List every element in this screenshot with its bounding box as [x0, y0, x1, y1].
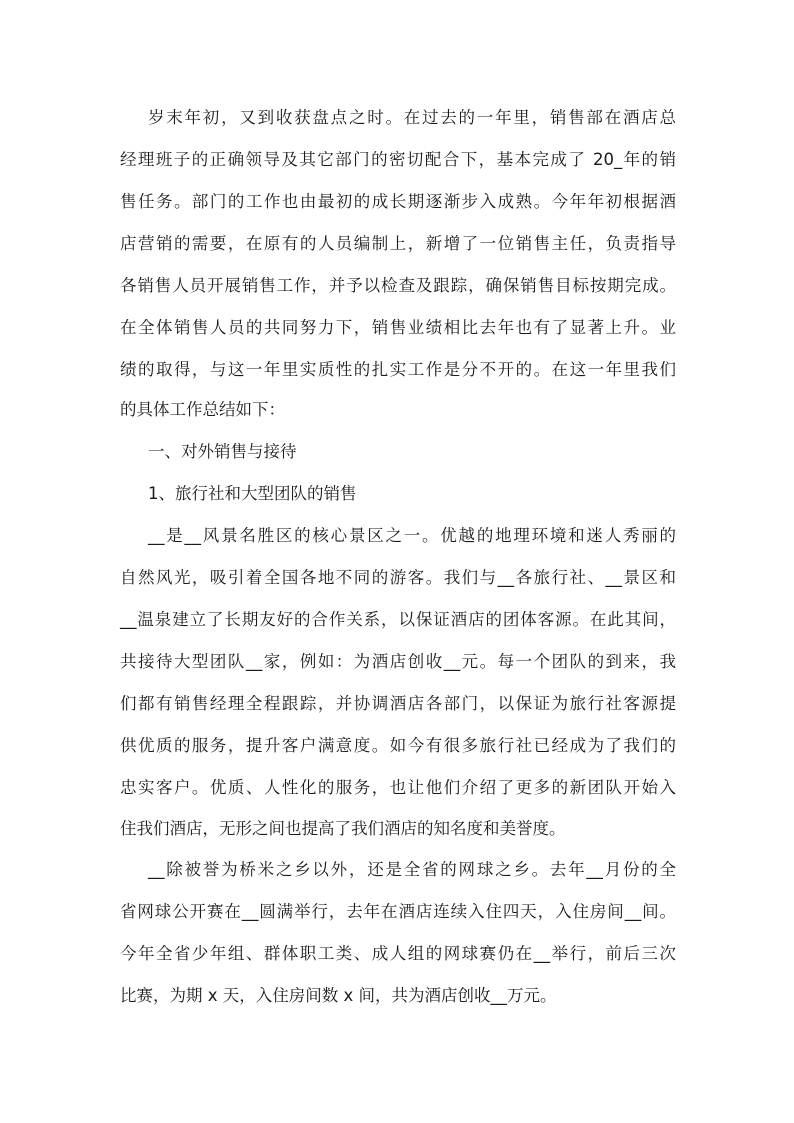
text-line: 供优质的服务，提升客户满意度。如今有很多旅行社已经成为了我们的	[120, 736, 676, 755]
text-line: 省网球公开赛在__圆满举行，去年在酒店连续入住四天，入住房间__间。	[120, 902, 676, 921]
text-line: __除被誉为桥米之乡以外，还是全省的网球之乡。去年__月份的全	[148, 860, 676, 879]
text-line: 比赛，为期 x 天，入住房间数 x 间，共为酒店创收__万元。	[120, 986, 557, 1005]
section-heading: 一、对外销售与接待	[148, 442, 297, 461]
text-line: 绩的取得，与这一年里实质性的扎实工作是分不开的。在这一年里我们	[120, 360, 676, 379]
subsection-heading: 1、旅行社和大型团队的销售	[148, 484, 357, 503]
text-line: 经理班子的正确领导及其它部门的密切配合下，基本完成了 20_年的销	[120, 150, 676, 169]
text-line: __温泉建立了长期友好的合作关系，以保证酒店的团体客源。在此其间，	[120, 610, 676, 629]
text-line: 的具体工作总结如下：	[120, 400, 285, 419]
text-line: 们都有销售经理全程跟踪，并协调酒店各部门，以保证为旅行社客源提	[120, 694, 676, 713]
text-line: 住我们酒店，无形之间也提高了我们酒店的知名度和美誉度。	[120, 819, 566, 838]
text-line: 在全体销售人员的共同努力下，销售业绩相比去年也有了显著上升。业	[120, 318, 676, 337]
text-line: 售任务。部门的工作也由最初的成长期逐渐步入成熟。今年年初根据酒	[120, 192, 676, 211]
text-line: 忠实客户。优质、人性化的服务，也让他们介绍了更多的新团队开始入	[120, 778, 676, 797]
text-line: __是__风景名胜区的核心景区之一。优越的地理环境和迷人秀丽的	[148, 526, 676, 545]
text-line: 各销售人员开展销售工作，并予以检查及跟踪，确保销售目标按期完成。	[120, 276, 676, 295]
text-line: 共接待大型团队__家，例如：为酒店创收__元。每一个团队的到来，我	[120, 652, 676, 671]
text-line: 岁末年初，又到收获盘点之时。在过去的一年里，销售部在酒店总	[148, 108, 676, 127]
text-line: 店营销的需要，在原有的人员编制上，新增了一位销售主任，负责指导	[120, 234, 676, 253]
text-line: 今年全省少年组、群体职工类、成人组的网球赛仍在__举行，前后三次	[120, 944, 676, 963]
text-line: 自然风光，吸引着全国各地不同的游客。我们与__各旅行社、__景区和	[120, 568, 676, 587]
